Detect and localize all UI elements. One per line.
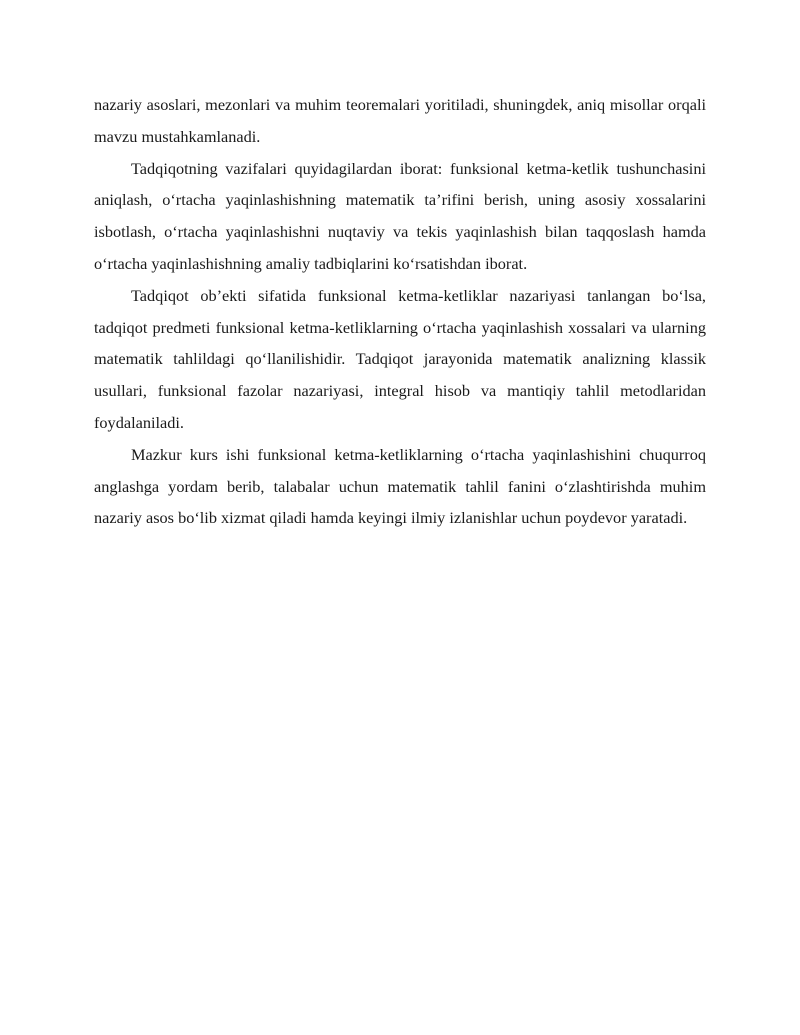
paragraph-research-object: Tadqiqot ob’ekti sifatida funksional ketma-ketliklar nazariyasi tanlangan bo‘lsa, tadqiqot predmeti funksional ketma-ketliklarning o‘rtacha yaqinlashish xossalari va ularning matematik tahlildagi qo‘llanilishidir. Tadqiqot jarayonida matematik analizning klassik usullari, funksional fazolar nazariyasi, integral hisob va mantiqiy tahlil metodlaridan foydalaniladi. (94, 285, 706, 432)
paragraph-continuation: nazariy asoslari, mezonlari va muhim teoremalari yoritiladi, shuningdek, aniq misollar orqali mavzu mustahkamlanadi. (94, 95, 706, 146)
page-body-text (94, 89, 706, 534)
paragraph-conclusion: Mazkur kurs ishi funksional ketma-ketliklarning o‘rtacha yaqinlashishini chuqurroq anglashga yordam berib, talabalar uchun matematik tahlil fanini o‘zlashtirishda muhim nazariy asos bo‘lib xizmat qiladi hamda keyingi ilmiy izlanishlar uchun poydevor yaratadi. (94, 444, 706, 528)
paragraph-research-tasks: Tadqiqotning vazifalari quyidagilardan iborat: funksional ketma-ketlik tushunchasini aniqlash, o‘rtacha yaqinlashishning matematik ta’rifini berish, uning asosiy xossalarini isbotlash, o‘rtacha yaqinlashishni nuqtaviy va tekis yaqinlashish bilan taqqoslash hamda o‘rtacha yaqinlashishning amaliy tadbiqlarini ko‘rsatishdan iborat. (94, 158, 706, 273)
